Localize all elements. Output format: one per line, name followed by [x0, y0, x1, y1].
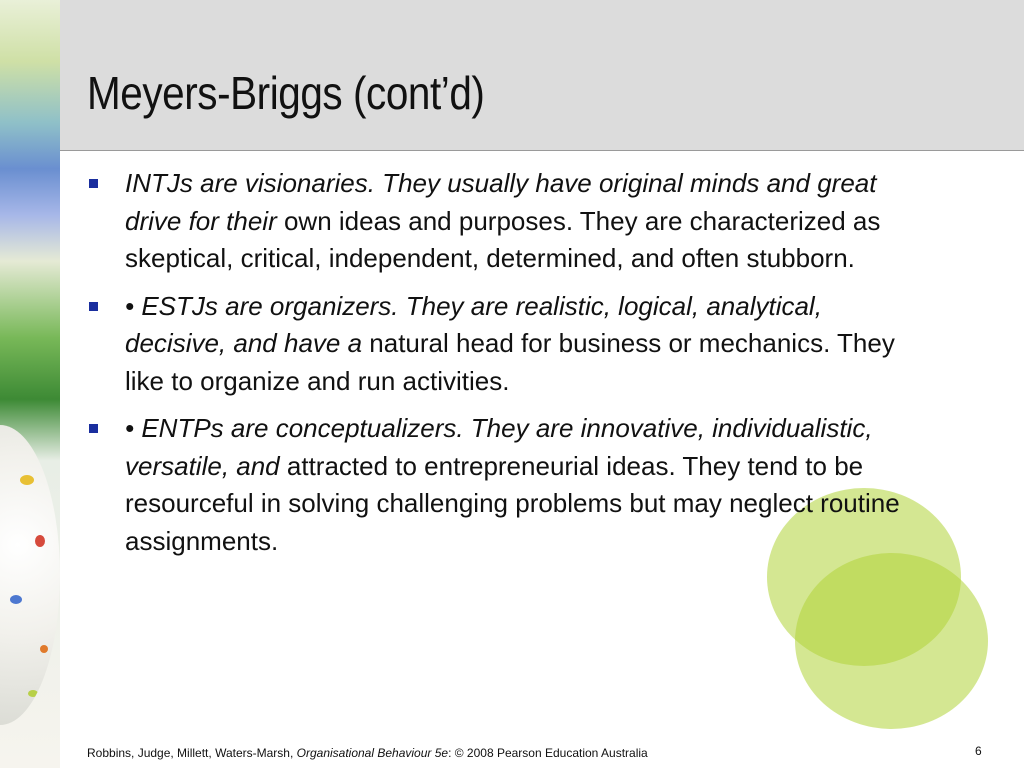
marble-speck [20, 475, 34, 485]
marble-speck [40, 645, 48, 653]
footer-citation [87, 746, 648, 760]
square-bullet-icon [89, 302, 98, 311]
bullet-plain-text: attracted to entrepreneurial ideas. They tend to be resourceful in solving challenging problems but may neglect routine assignments. [125, 450, 900, 556]
bullet-item [86, 410, 926, 560]
marble-speck [10, 595, 22, 604]
slide-title: Meyers-Briggs (cont’d) [87, 67, 485, 119]
footer-book-title: Organisational Behaviour 5e [296, 746, 449, 760]
bullet-item [86, 288, 926, 401]
marble-speck [35, 535, 45, 547]
decorative-circle [795, 553, 988, 729]
title-band [60, 0, 1024, 151]
marble-speck [28, 690, 38, 697]
bullet-italic-text: • ENTPs are conceptualizers. They are innovative, individualistic, versatile, and [125, 413, 873, 481]
bullet-italic-text: • ESTJs are organizers. They are realistic, logical, analytical, decisive, and have a [125, 290, 822, 358]
square-bullet-icon [89, 179, 98, 188]
bullet-item [86, 165, 926, 278]
footer-copyright: : © 2008 Pearson Education Australia [448, 746, 648, 760]
page-number: 6 [975, 744, 982, 758]
bullet-list [86, 165, 926, 570]
bullet-plain-text: natural head for business or mechanics. They like to organize and run activities. [125, 328, 895, 396]
bullet-italic-text: INTJs are visionaries. They usually have original minds and great drive for their [125, 168, 877, 236]
footer-authors: Robbins, Judge, Millett, Waters-Marsh, [87, 746, 294, 760]
square-bullet-icon [89, 424, 98, 433]
bullet-plain-text: own ideas and purposes. They are characterized as skeptical, critical, independent, determined, and often stubborn. [125, 205, 881, 273]
